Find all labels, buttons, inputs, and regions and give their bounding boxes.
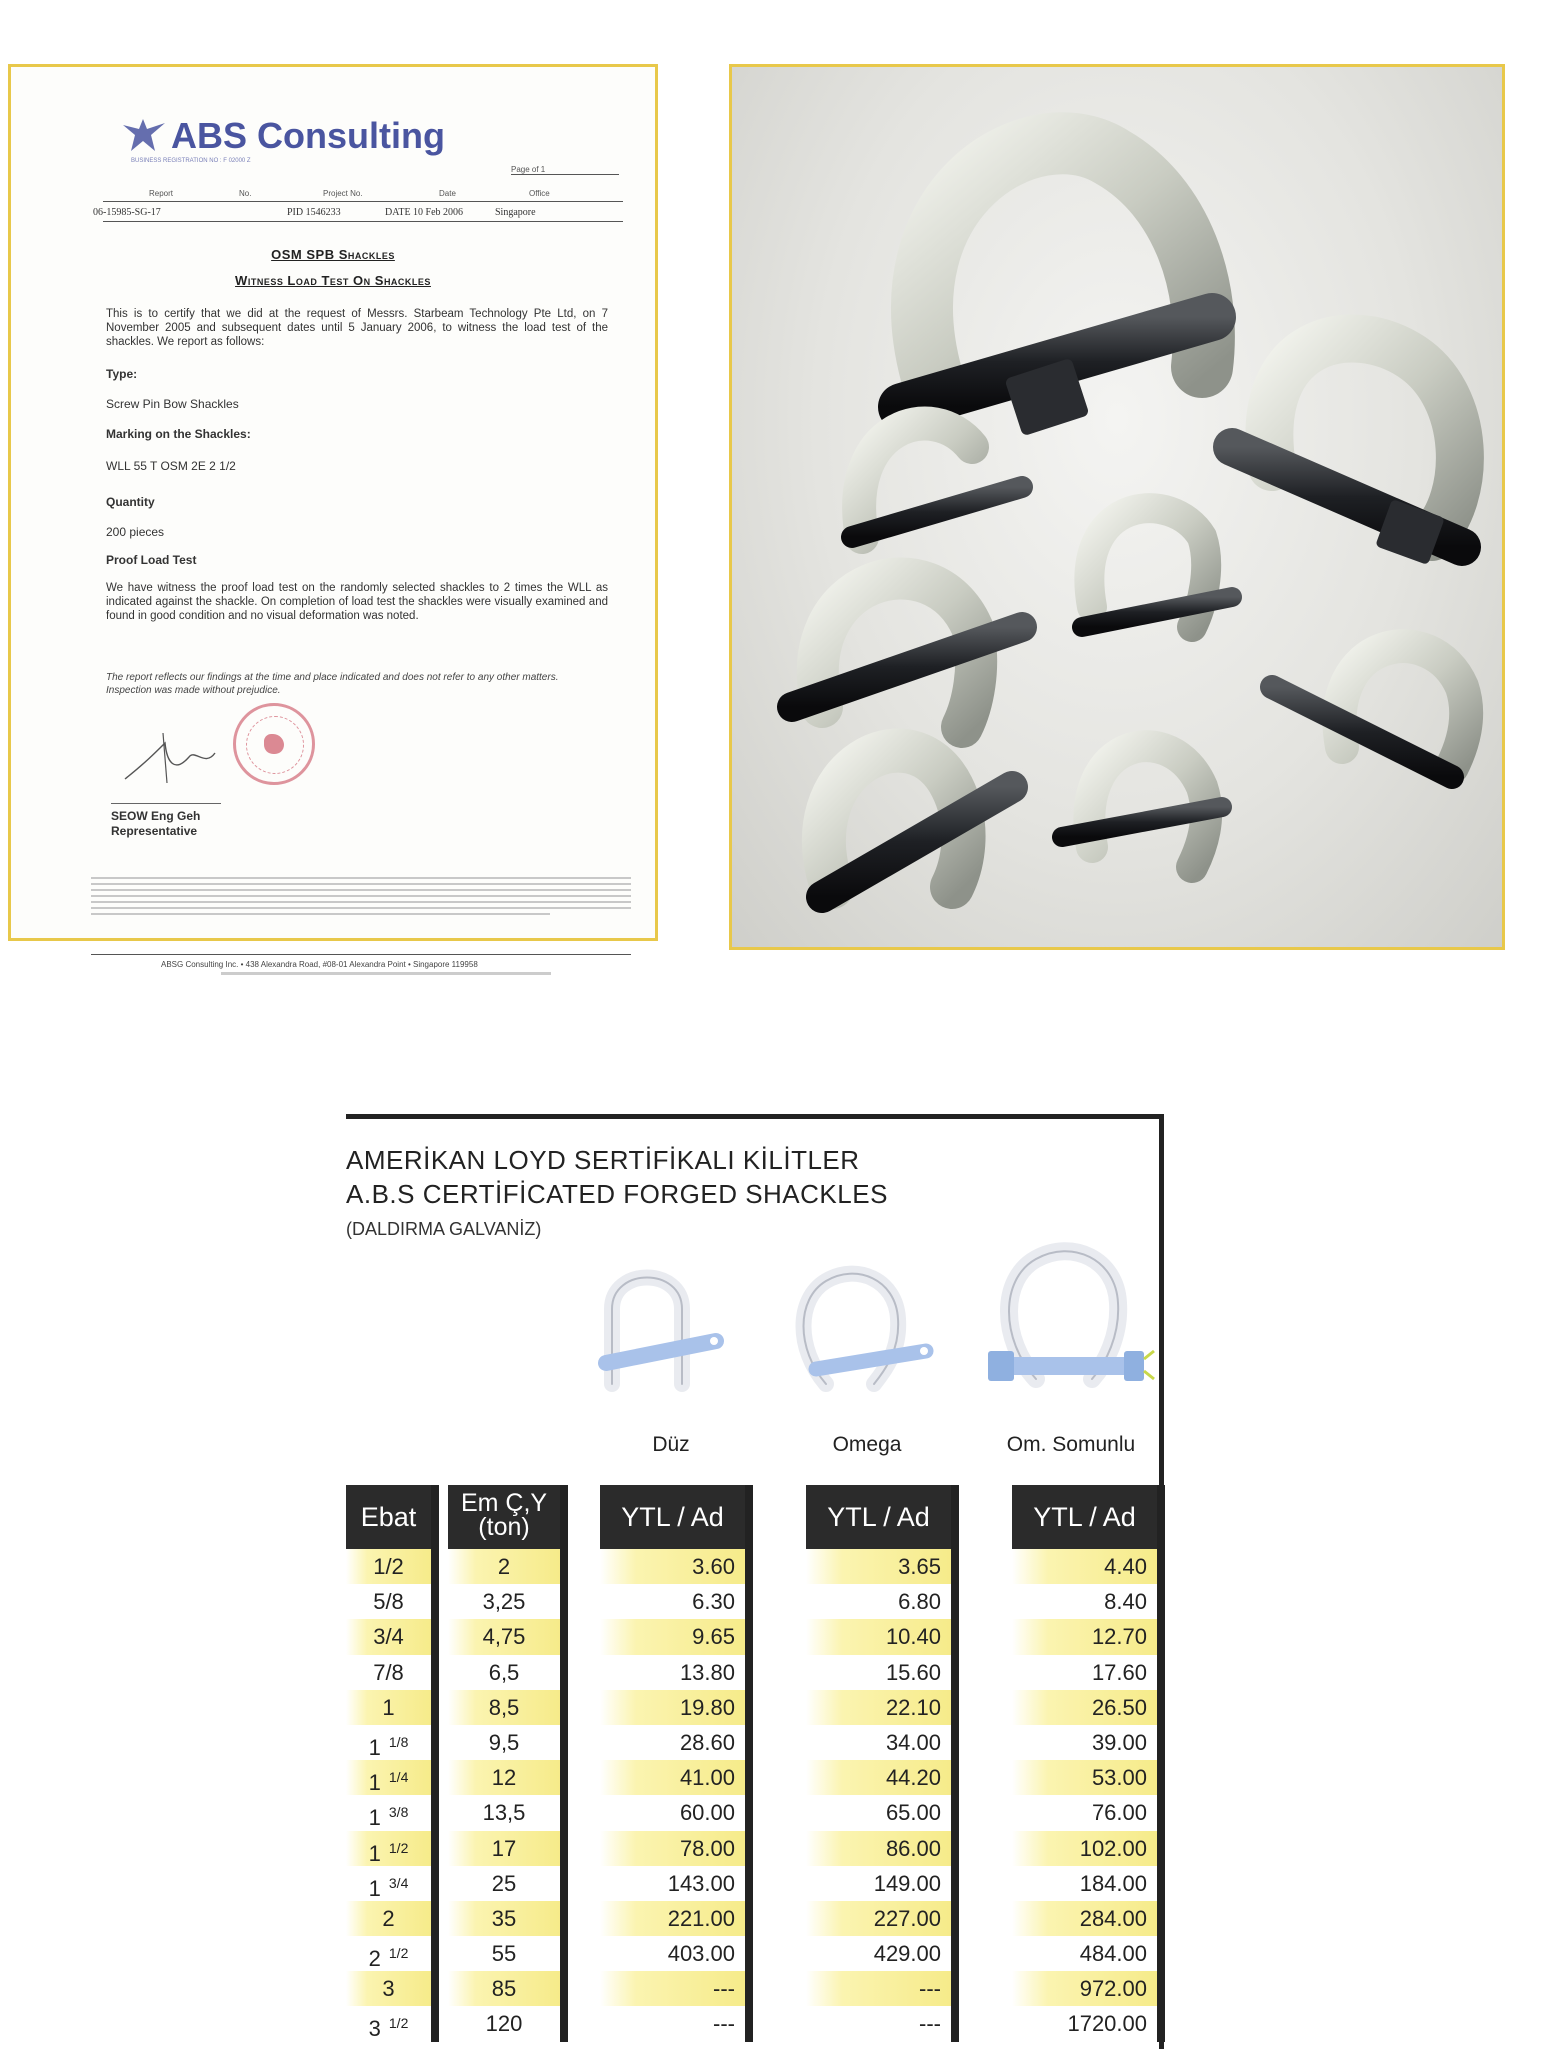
column-price-omega <box>806 1485 951 2042</box>
duz-cell <box>600 1549 745 1584</box>
omega-cell <box>806 1936 951 1971</box>
load-cell <box>448 1549 560 1584</box>
column-shadow <box>1157 1485 1165 2042</box>
somunlu-value: 26.50 <box>1091 1694 1147 1720</box>
header-label-office: Office <box>529 189 550 198</box>
column-shadow <box>560 1485 568 2042</box>
duz-cell <box>600 1901 745 1936</box>
load-cell <box>448 1760 560 1795</box>
somunlu-price-cells <box>1012 1549 1157 2042</box>
intro-paragraph: This is to certify that we did at the request of Messrs. Starbeam Technology Pte Ltd, on 7 November 2005 and subsequent dates until 5 January 2006, to witness the load test of the shackles. We report as follows: <box>106 308 608 348</box>
duz-shackle-icon <box>586 1259 726 1399</box>
somunlu-cell <box>1012 1584 1157 1619</box>
header-price-omega: YTL / Ad <box>806 1485 951 1549</box>
load-value: 17 <box>491 1835 517 1861</box>
omega-value: 34.00 <box>885 1729 941 1755</box>
somunlu-value: 12.70 <box>1091 1624 1147 1650</box>
header-label-report: Report <box>149 189 174 198</box>
load-cells <box>448 1549 560 2042</box>
somunlu-cell <box>1012 1901 1157 1936</box>
somunlu-value: 17.60 <box>1091 1659 1147 1685</box>
load-value: 8,5 <box>488 1694 520 1720</box>
size-value: 3 <box>382 1976 395 2002</box>
load-value: 55 <box>491 1941 517 1967</box>
omega-value: --- <box>919 2011 941 2037</box>
omega-value: 6.80 <box>898 1589 941 1615</box>
fine-print <box>91 877 631 919</box>
size-fraction: 1/4 <box>388 1769 409 1786</box>
duz-cell <box>600 2006 745 2041</box>
label-omega: Omega <box>832 1433 902 1456</box>
size-fraction: 3/8 <box>388 1804 409 1821</box>
duz-cell <box>600 1795 745 1830</box>
load-cell <box>448 1971 560 2006</box>
load-cell <box>448 1725 560 1760</box>
certificate-panel <box>8 64 658 969</box>
size-value: 5/8 <box>373 1589 404 1615</box>
size-value: 3 <box>368 2016 381 2042</box>
omega-value: 44.20 <box>885 1765 941 1791</box>
duz-cell <box>600 1831 745 1866</box>
load-cell <box>448 1901 560 1936</box>
column-shadow <box>951 1485 959 2042</box>
load-value: 25 <box>491 1870 517 1896</box>
somunlu-value: 102.00 <box>1079 1835 1147 1861</box>
catalog-title-tr: AMERİKAN LOYD SERTİFİKALI KİLİTLER <box>346 1145 860 1175</box>
omega-value: 86.00 <box>885 1835 941 1861</box>
somunlu-cell <box>1012 1971 1157 2006</box>
somunlu-cell <box>1012 1936 1157 1971</box>
page-label: Page of 1 <box>511 165 619 175</box>
load-cell <box>448 1584 560 1619</box>
type-label: Type: <box>106 367 138 381</box>
shackle-large <box>902 143 1212 436</box>
load-cell <box>448 1655 560 1690</box>
load-value: 2 <box>497 1554 511 1579</box>
omega-cell <box>806 1760 951 1795</box>
load-cell <box>448 1831 560 1866</box>
footer-divider <box>91 954 631 955</box>
size-cell <box>346 2006 431 2041</box>
somunlu-cell <box>1012 1655 1157 1690</box>
load-value: 13,5 <box>482 1800 526 1826</box>
header-size: Ebat <box>346 1485 431 1549</box>
somunlu-cell <box>1012 1725 1157 1760</box>
size-value: 1 <box>368 1840 381 1866</box>
header-label-project: Project No. <box>323 189 363 198</box>
omega-value: 3.65 <box>898 1554 941 1579</box>
signer-name: SEOW Eng Geh <box>111 809 201 823</box>
somunlu-cell <box>1012 1760 1157 1795</box>
size-value: 1 <box>368 1734 381 1760</box>
somunlu-cell <box>1012 1619 1157 1654</box>
load-value: 120 <box>485 2011 523 2037</box>
omega-value: 429.00 <box>873 1941 941 1967</box>
duz-value: --- <box>713 1976 735 2002</box>
header-label-no: No. <box>239 189 252 198</box>
somunlu-cell <box>1012 1831 1157 1866</box>
somunlu-cell <box>1012 1690 1157 1725</box>
somunlu-cell <box>1012 1795 1157 1830</box>
column-load <box>448 1485 560 2042</box>
size-cell <box>346 1971 431 2006</box>
duz-value: 6.30 <box>692 1589 735 1615</box>
somunlu-value: 184.00 <box>1079 1870 1147 1896</box>
omega-value: 22.10 <box>885 1694 941 1720</box>
size-fraction: 1/8 <box>388 1733 409 1750</box>
duz-cell <box>600 1619 745 1654</box>
duz-price-cells <box>600 1549 745 2042</box>
signer-role: Representative <box>111 824 198 838</box>
report-date: DATE 10 Feb 2006 <box>385 207 464 218</box>
size-value: 2 <box>382 1905 395 1931</box>
duz-value: 9.65 <box>692 1624 735 1650</box>
header-load-line2: (ton) <box>478 1513 530 1541</box>
load-value: 85 <box>491 1976 517 2002</box>
size-fraction: 1/2 <box>388 1945 409 1962</box>
duz-cell <box>600 1690 745 1725</box>
duz-cell <box>600 1655 745 1690</box>
somunlu-value: 39.00 <box>1091 1729 1147 1755</box>
shackle-right <box>1232 339 1462 566</box>
size-cell <box>346 1831 431 1866</box>
duz-value: 78.00 <box>679 1835 735 1861</box>
omega-cell <box>806 1795 951 1830</box>
duz-value: 13.80 <box>679 1659 735 1685</box>
omega-cell <box>806 1971 951 2006</box>
size-cell <box>346 1549 431 1584</box>
somunlu-cell <box>1012 1549 1157 1584</box>
cert-subtitle: Witness Load Test On Shackles <box>235 273 431 288</box>
load-cell <box>448 1619 560 1654</box>
logo-text: ABS Consulting <box>171 115 445 156</box>
somunlu-value: 8.40 <box>1104 1589 1147 1615</box>
size-fraction: 1/2 <box>388 2015 409 2032</box>
somunlu-value: 284.00 <box>1079 1905 1147 1931</box>
size-value: 1 <box>368 1805 381 1831</box>
omega-value: 227.00 <box>873 1905 941 1931</box>
cert-title: OSM SPB Shackles <box>271 247 395 262</box>
header-load-line1: Em Ç,Y <box>460 1489 548 1517</box>
catalog-title-en: A.B.S CERTİFİCATED FORGED SHACKLES <box>346 1179 888 1209</box>
load-cell <box>448 1936 560 1971</box>
signature-line <box>111 803 221 804</box>
size-cell <box>346 1901 431 1936</box>
duz-value: 221.00 <box>667 1905 735 1931</box>
header-divider <box>103 201 623 202</box>
load-cell <box>448 1866 560 1901</box>
signature <box>115 723 225 793</box>
eagle-icon <box>121 115 167 155</box>
duz-cell <box>600 1866 745 1901</box>
duz-value: 41.00 <box>679 1765 735 1791</box>
column-shadow <box>431 1485 439 2042</box>
catalog-panel <box>346 1114 1164 2049</box>
omega-cell <box>806 1549 951 1584</box>
duz-cell <box>600 1584 745 1619</box>
duz-value: 19.80 <box>679 1694 735 1720</box>
shackle-small-5 <box>822 751 1012 897</box>
size-value: 1/2 <box>373 1554 404 1579</box>
duz-value: 60.00 <box>679 1800 735 1826</box>
size-cell <box>346 1655 431 1690</box>
size-cell <box>346 1760 431 1795</box>
size-cells <box>346 1549 431 2042</box>
load-value: 35 <box>491 1905 517 1931</box>
load-cell <box>448 1795 560 1830</box>
shackle-small-3 <box>792 578 1022 727</box>
somunlu-cell <box>1012 1866 1157 1901</box>
size-fraction: 1/2 <box>388 1839 409 1856</box>
proof-label: Proof Load Test <box>106 553 197 567</box>
omega-value: 149.00 <box>873 1870 941 1896</box>
omega-cell <box>806 1655 951 1690</box>
somunlu-value: 4.40 <box>1104 1554 1147 1579</box>
column-price-duz <box>600 1485 745 2042</box>
somunlu-value: 484.00 <box>1079 1941 1147 1967</box>
size-cell <box>346 1866 431 1901</box>
shackle-small-1 <box>852 424 1022 537</box>
omega-nut-shackle-icon <box>986 1239 1156 1399</box>
omega-cell <box>806 1866 951 1901</box>
omega-cell <box>806 2006 951 2041</box>
disclaimer: The report reflects our findings at the time and place indicated and does not refer to any other matters. Inspection was made without prejudice. <box>106 672 559 696</box>
omega-value: 10.40 <box>885 1624 941 1650</box>
duz-value: 28.60 <box>679 1729 735 1755</box>
quantity-label: Quantity <box>106 495 155 509</box>
load-value: 6,5 <box>488 1659 520 1685</box>
omega-cell <box>806 1901 951 1936</box>
size-cell <box>346 1725 431 1760</box>
duz-cell <box>600 1725 745 1760</box>
omega-value: --- <box>919 1976 941 2002</box>
duz-value: 143.00 <box>667 1870 735 1896</box>
size-value: 3/4 <box>373 1624 404 1650</box>
somunlu-value: 1720.00 <box>1067 2011 1147 2037</box>
omega-shackle-icon <box>786 1259 936 1399</box>
column-shadow <box>745 1485 753 2042</box>
somunlu-cell <box>1012 2006 1157 2041</box>
omega-cell <box>806 1619 951 1654</box>
header-divider-bottom <box>103 221 623 222</box>
omega-value: 65.00 <box>885 1800 941 1826</box>
shackle-small-2 <box>1082 508 1232 627</box>
load-value: 3,25 <box>482 1589 526 1615</box>
company-stamp <box>233 703 315 785</box>
shackle-small-4 <box>1272 646 1466 777</box>
size-cell <box>346 1584 431 1619</box>
size-cell <box>346 1936 431 1971</box>
load-cell <box>448 1690 560 1725</box>
load-value: 4,75 <box>482 1624 526 1650</box>
duz-value: 3.60 <box>692 1554 735 1579</box>
header-label-date: Date <box>439 189 456 198</box>
somunlu-value: 76.00 <box>1091 1800 1147 1826</box>
office-location: Singapore <box>495 207 536 218</box>
omega-cell <box>806 1725 951 1760</box>
footer-contact <box>221 972 551 975</box>
duz-cell <box>600 1971 745 2006</box>
catalog-subtitle: (DALDIRMA GALVANİZ) <box>346 1219 542 1239</box>
header-price-duz: YTL / Ad <box>600 1485 745 1549</box>
size-cell <box>346 1795 431 1830</box>
report-number: 06-15985-SG-17 <box>93 207 161 218</box>
omega-price-cells <box>806 1549 951 2042</box>
label-duz: Düz <box>652 1433 690 1456</box>
column-size <box>346 1485 431 2042</box>
load-value: 12 <box>491 1765 517 1791</box>
omega-cell <box>806 1584 951 1619</box>
footer-address: ABSG Consulting Inc. • 438 Alexandra Road, #08-01 Alexandra Point • Singapore 119958 <box>161 960 478 969</box>
duz-value: --- <box>713 2011 735 2037</box>
shackles-photo <box>729 64 1505 950</box>
header-load <box>448 1485 560 1549</box>
load-value: 9,5 <box>488 1729 520 1755</box>
size-value: 1 <box>368 1770 381 1796</box>
omega-cell <box>806 1831 951 1866</box>
logo-subtext: BUSINESS REGISTRATION NO : F 02000 Z <box>131 158 251 164</box>
label-om-somunlu: Om. Somunlu <box>1006 1433 1136 1456</box>
header-price-somunlu: YTL / Ad <box>1012 1485 1157 1549</box>
duz-cell <box>600 1936 745 1971</box>
size-value: 1 <box>382 1694 395 1720</box>
duz-cell <box>600 1760 745 1795</box>
size-cell <box>346 1619 431 1654</box>
marking-label: Marking on the Shackles: <box>106 427 251 441</box>
proof-paragraph: We have witness the proof load test on the randomly selected shackles to 2 times the WLL as indicated against the shackle. On completion of load test the shackles were visually examined and found in good condition and no visual deformation was noted. <box>106 582 608 622</box>
size-value: 2 <box>368 1946 381 1972</box>
size-value: 7/8 <box>373 1659 404 1685</box>
marking-value: WLL 55 T OSM 2E 2 1/2 <box>106 459 236 473</box>
shackle-small-6 <box>1062 746 1222 867</box>
load-cell <box>448 2006 560 2041</box>
size-cell <box>346 1690 431 1725</box>
project-number: PID 1546233 <box>287 207 341 218</box>
omega-value: 15.60 <box>885 1659 941 1685</box>
size-fraction: 3/4 <box>388 1874 409 1891</box>
shackles-photo-illustration <box>732 67 1502 947</box>
size-value: 1 <box>368 1875 381 1901</box>
omega-cell <box>806 1690 951 1725</box>
type-value: Screw Pin Bow Shackles <box>106 397 239 411</box>
somunlu-value: 972.00 <box>1079 1976 1147 2002</box>
column-price-somunlu <box>1012 1485 1157 2042</box>
duz-value: 403.00 <box>667 1941 735 1967</box>
somunlu-value: 53.00 <box>1091 1765 1147 1791</box>
quantity-value: 200 pieces <box>106 525 165 539</box>
